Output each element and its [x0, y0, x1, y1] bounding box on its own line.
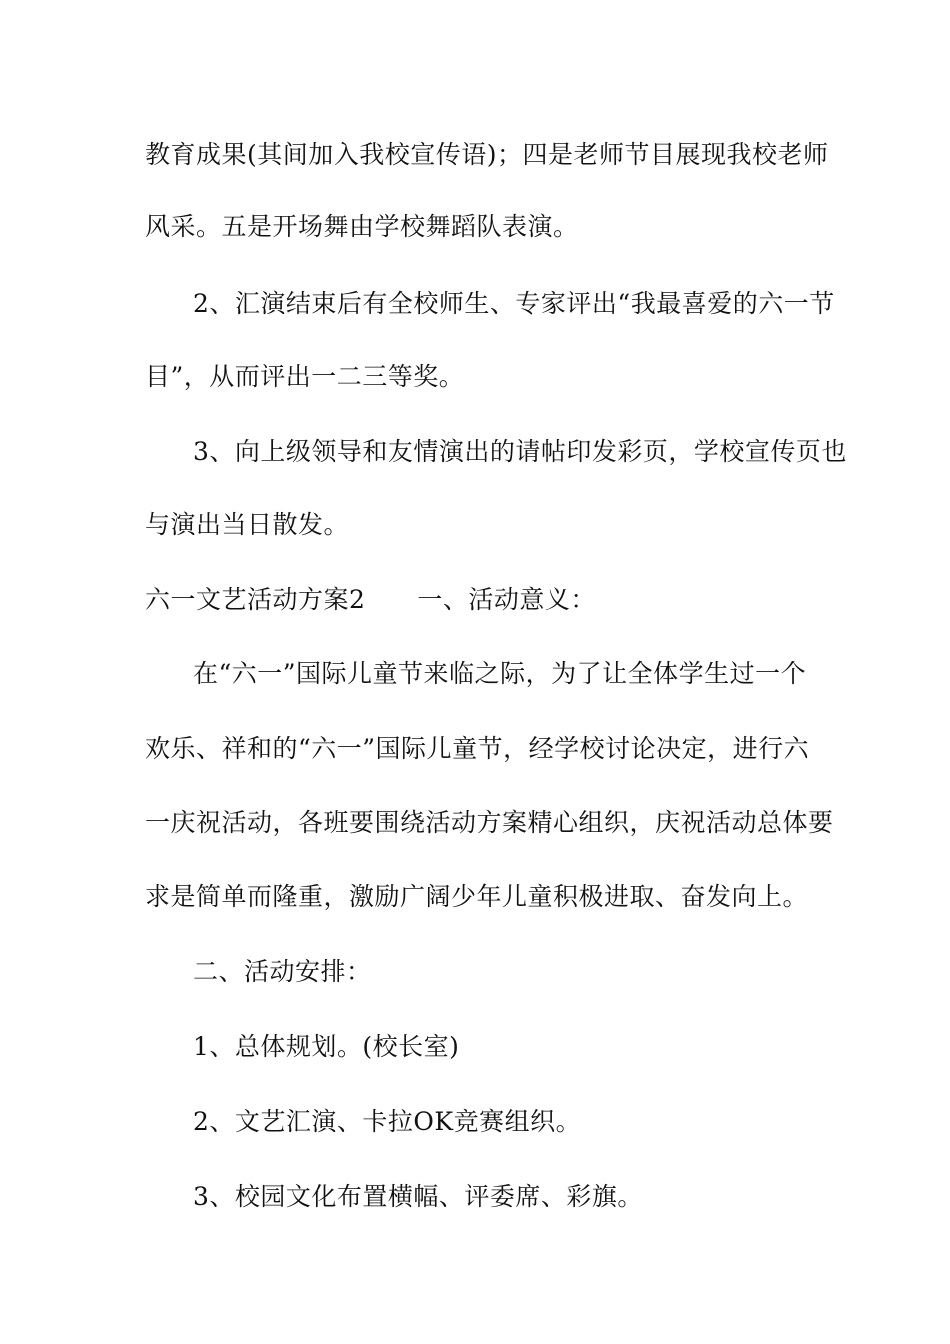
section-title: 六一文艺活动方案2 [145, 585, 366, 614]
paragraph-line: 在“六一”国际儿童节来临之际，为了让全体学生过一个 [193, 659, 807, 688]
paragraph-line: 一庆祝活动，各班要围绕活动方案精心组织，庆祝活动总体要 [145, 808, 834, 837]
section-heading [145, 584, 596, 616]
list-item-1: 1、总体规划。(校长室) [193, 1032, 460, 1061]
section-subtitle: 一、活动意义： [417, 585, 596, 614]
paragraph-line: 风采。五是开场舞由学校舞蹈队表演。 [145, 212, 579, 241]
paragraph-line: 目”，从而评出一二三等奖。 [145, 362, 465, 391]
paragraph-line: 与演出当日散发。 [145, 510, 350, 539]
list-item-3: 3、校园文化布置横幅、评委席、彩旗。 [193, 1182, 643, 1211]
list-item-3-line: 3、向上级领导和友情演出的请帖印发彩页，学校宣传页也 [193, 437, 847, 466]
list-item-2-line: 2、汇演结束后有全校师生、专家评出“我最喜爱的六一节 [193, 289, 835, 318]
subheading-activity-arrangement: 二、活动安排： [193, 957, 372, 986]
paragraph-line: 求是简单而隆重，激励广阔少年儿童积极进取、奋发向上。 [145, 882, 809, 911]
list-item-2: 2、文艺汇演、卡拉OK竞赛组织。 [193, 1107, 582, 1136]
paragraph-line: 教育成果(其间加入我校宣传语)；四是老师节目展现我校老师 [145, 140, 829, 169]
paragraph-line: 欢乐、祥和的“六一”国际儿童节，经学校讨论决定，进行六 [145, 734, 810, 763]
